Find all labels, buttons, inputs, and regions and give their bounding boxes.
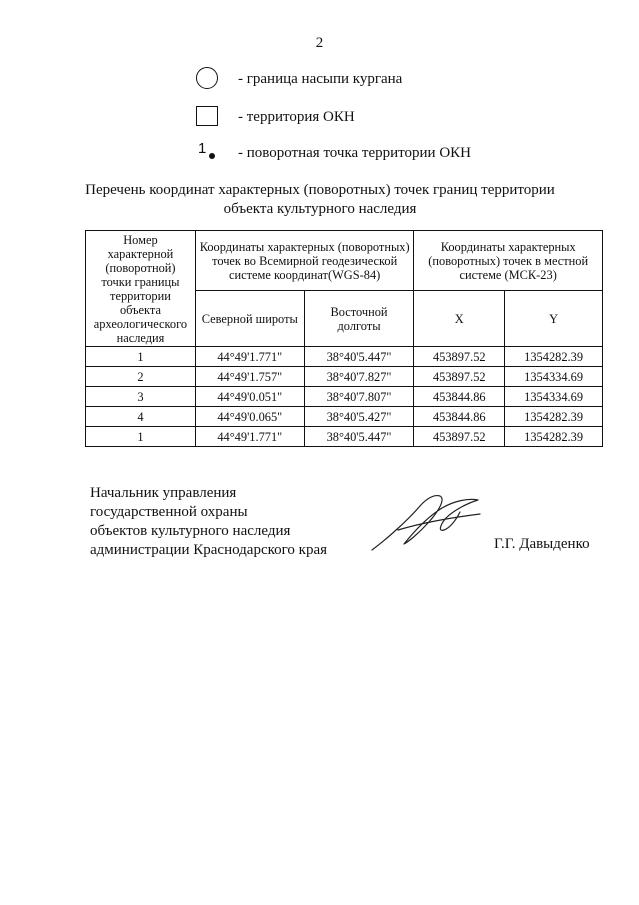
table-row bbox=[86, 387, 603, 407]
cell-north: 44°49'0.065" bbox=[195, 407, 304, 427]
cell-point: 4 bbox=[86, 407, 196, 427]
cell-east: 38°40'7.827" bbox=[304, 367, 414, 387]
turning-point-label: 1 bbox=[198, 140, 207, 157]
signatory-position bbox=[90, 484, 327, 560]
cell-x: 453844.86 bbox=[414, 387, 505, 407]
document-title bbox=[60, 181, 580, 219]
cell-x: 453844.86 bbox=[414, 407, 505, 427]
cell-x: 453897.52 bbox=[414, 347, 505, 367]
legend-text: - поворотная точка территории ОКН bbox=[238, 144, 471, 161]
signatory-line-2: государственной охраны bbox=[90, 504, 248, 520]
cell-point: 1 bbox=[86, 427, 196, 447]
header-msk23: Координаты характерных (поворотных) точек в местной системе (МСК-23) bbox=[414, 231, 603, 291]
legend-item-mound-boundary bbox=[196, 66, 402, 92]
cell-north: 44°49'1.757" bbox=[195, 367, 304, 387]
table-row bbox=[86, 407, 603, 427]
legend-item-okn-territory bbox=[196, 104, 355, 130]
signatory-name: Г.Г. Давыденко bbox=[494, 536, 590, 552]
header-wgs84: Координаты характерных (поворотных) точек во Всемирной геодезической системе координат(WGS-84) bbox=[195, 231, 413, 291]
cell-north: 44°49'0.051" bbox=[195, 387, 304, 407]
legend-text: - территория ОКН bbox=[238, 108, 355, 125]
cell-x: 453897.52 bbox=[414, 367, 505, 387]
cell-north: 44°49'1.771" bbox=[195, 347, 304, 367]
signatory-line-4: администрации Краснодарского края bbox=[90, 542, 328, 558]
handwritten-signature bbox=[368, 490, 483, 555]
cell-east: 38°40'5.447" bbox=[304, 427, 414, 447]
cell-east: 38°40'7.807" bbox=[304, 387, 414, 407]
circle-icon bbox=[196, 67, 218, 89]
cell-point: 2 bbox=[86, 367, 196, 387]
cell-point: 1 bbox=[86, 347, 196, 367]
coordinates-table bbox=[85, 230, 603, 447]
table-row bbox=[86, 347, 603, 367]
cell-east: 38°40'5.447" bbox=[304, 347, 414, 367]
cell-x: 453897.52 bbox=[414, 427, 505, 447]
title-line-1: Перечень координат характерных (поворотных) точек границ территории bbox=[85, 182, 555, 198]
legend-text: - граница насыпи кургана bbox=[238, 70, 403, 87]
page-number: 2 bbox=[315, 35, 324, 51]
header-east-longitude: Восточной долготы bbox=[304, 291, 414, 347]
signatory-line-3: объектов культурного наследия bbox=[90, 523, 291, 539]
cell-y: 1354282.39 bbox=[505, 347, 603, 367]
cell-y: 1354282.39 bbox=[505, 427, 603, 447]
header-x: X bbox=[414, 291, 505, 347]
cell-point: 3 bbox=[86, 387, 196, 407]
cell-east: 38°40'5.427" bbox=[304, 407, 414, 427]
title-line-2: объекта культурного наследия bbox=[223, 201, 417, 217]
cell-north: 44°49'1.771" bbox=[195, 427, 304, 447]
signatory-line-1: Начальник управления bbox=[90, 485, 237, 501]
header-point-number: Номер характерной (поворотной) точки границы территории объекта археологического наследия bbox=[86, 231, 196, 347]
cell-y: 1354334.69 bbox=[505, 367, 603, 387]
header-y: Y bbox=[505, 291, 603, 347]
header-north-latitude: Северной широты bbox=[195, 291, 304, 347]
table-row bbox=[86, 367, 603, 387]
turning-point-icon bbox=[196, 140, 238, 166]
cell-y: 1354334.69 bbox=[505, 387, 603, 407]
square-icon bbox=[196, 106, 218, 126]
legend-item-turning-point bbox=[196, 140, 471, 166]
table-row bbox=[86, 427, 603, 447]
cell-y: 1354282.39 bbox=[505, 407, 603, 427]
